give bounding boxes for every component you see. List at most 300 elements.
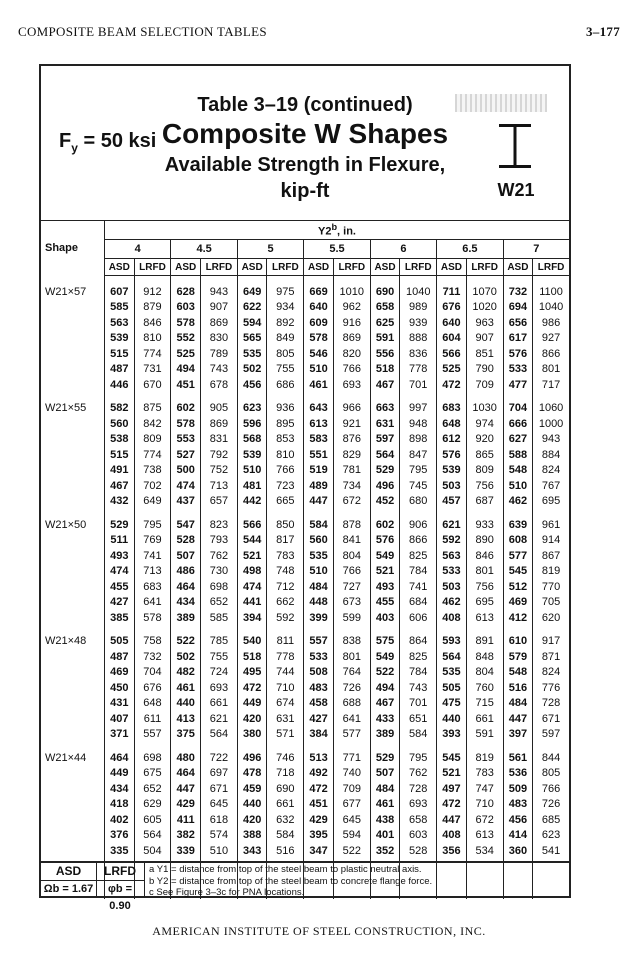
- lrfd-cell: 824: [533, 463, 569, 479]
- asd-cell: 498: [237, 564, 267, 580]
- lrfd-cell: 747: [466, 781, 503, 797]
- asd-cell: 602: [370, 517, 400, 533]
- asd-cell: 604: [437, 331, 467, 347]
- fy-letter: F: [59, 130, 72, 152]
- asd-cell: 563: [105, 315, 135, 331]
- table-row: [41, 416, 569, 432]
- lrfd-cell: 948: [400, 416, 437, 432]
- table-row: [41, 533, 569, 549]
- asd-cell: 489: [304, 478, 334, 494]
- asd-cell: 548: [503, 463, 533, 479]
- lrfd-cell: 795: [400, 463, 437, 479]
- lrfd-cell: 921: [333, 416, 370, 432]
- lrfd-cell: 888: [400, 331, 437, 347]
- lrfd-cell: 674: [267, 696, 304, 712]
- lrfd-cell: 710: [466, 797, 503, 813]
- asd-cell: 462: [437, 595, 467, 611]
- shape-cell: [41, 812, 105, 828]
- shape-cell: [41, 548, 105, 564]
- lrfd-cell: 819: [466, 750, 503, 766]
- asd-cell: 535: [437, 665, 467, 681]
- shape-cell: [41, 494, 105, 510]
- lrfd-cell: 805: [533, 766, 569, 782]
- asd-cell: 440: [237, 797, 267, 813]
- asd-cell: 529: [370, 463, 400, 479]
- asd-cell: 447: [171, 781, 201, 797]
- shape-cell: [41, 781, 105, 797]
- asd-cell: 487: [105, 362, 135, 378]
- asd-cell: 407: [105, 711, 135, 727]
- asd-cell: 455: [370, 595, 400, 611]
- lrfd-cell: 671: [533, 711, 569, 727]
- table-row: [41, 766, 569, 782]
- asd-cell: 474: [171, 478, 201, 494]
- lrfd-cell: 907: [466, 331, 503, 347]
- asd-cell: 591: [370, 331, 400, 347]
- lrfd-cell: 686: [267, 377, 304, 393]
- asd-cell: 564: [370, 447, 400, 463]
- lrfd-cell: 819: [533, 564, 569, 580]
- lrfd-subheader: LRFD: [533, 259, 569, 276]
- asd-cell: 584: [304, 517, 334, 533]
- lrfd-cell: 665: [267, 494, 304, 510]
- asd-cell: 371: [105, 727, 135, 743]
- lrfd-cell: 672: [466, 812, 503, 828]
- asd-cell: 343: [237, 843, 267, 859]
- asd-cell: 529: [370, 750, 400, 766]
- table-row: [41, 634, 569, 650]
- lrfd-cell: 809: [466, 463, 503, 479]
- lrfd-cell: 698: [200, 579, 237, 595]
- asd-cell: 551: [304, 447, 334, 463]
- lrfd-cell: 756: [466, 478, 503, 494]
- i-beam-icon: [499, 124, 531, 168]
- lrfd-cell: 830: [200, 331, 237, 347]
- lrfd-cell: 781: [333, 463, 370, 479]
- asd-cell: 477: [503, 377, 533, 393]
- asd-cell: 577: [503, 548, 533, 564]
- table-row: [41, 331, 569, 347]
- lrfd-cell: 1040: [533, 300, 569, 316]
- asd-cell: 588: [503, 447, 533, 463]
- lrfd-cell: 962: [333, 300, 370, 316]
- asd-cell: 525: [171, 346, 201, 362]
- asd-cell: 339: [171, 843, 201, 859]
- lrfd-cell: 869: [200, 416, 237, 432]
- asd-cell: 566: [237, 517, 267, 533]
- asd-cell: 560: [304, 533, 334, 549]
- lrfd-cell: 504: [134, 843, 171, 859]
- lrfd-cell: 578: [134, 610, 171, 626]
- table-row: [41, 649, 569, 665]
- asd-cell: 431: [105, 696, 135, 712]
- asd-cell: 491: [105, 463, 135, 479]
- asd-cell: 484: [370, 781, 400, 797]
- lrfd-cell: 676: [134, 680, 171, 696]
- lrfd-cell: 846: [466, 548, 503, 564]
- asd-cell: 552: [171, 331, 201, 347]
- lrfd-cell: 785: [200, 634, 237, 650]
- shape-cell: W21×48: [41, 634, 105, 650]
- lrfd-cell: 795: [134, 517, 171, 533]
- asd-cell: 434: [171, 595, 201, 611]
- lrfd-cell: 522: [333, 843, 370, 859]
- lrfd-cell: 756: [466, 579, 503, 595]
- lrfd-cell: 713: [134, 564, 171, 580]
- lrfd-cell: 592: [267, 610, 304, 626]
- shape-cell: [41, 377, 105, 393]
- asd-cell: 521: [237, 548, 267, 564]
- asd-cell: 447: [503, 711, 533, 727]
- lrfd-cell: 804: [333, 548, 370, 564]
- lrfd-cell: 726: [533, 797, 569, 813]
- asd-cell: 493: [370, 579, 400, 595]
- group-spacer: [41, 626, 569, 634]
- asd-cell: 510: [237, 463, 267, 479]
- lrfd-cell: 820: [333, 346, 370, 362]
- asd-cell: 429: [171, 797, 201, 813]
- asd-cell: 643: [304, 401, 334, 417]
- lrfd-cell: 597: [533, 727, 569, 743]
- asd-cell: 447: [304, 494, 334, 510]
- group-spacer: [41, 393, 569, 401]
- table-row: [41, 750, 569, 766]
- lrfd-cell: 943: [200, 284, 237, 300]
- asd-cell: 549: [370, 649, 400, 665]
- asd-cell: 376: [105, 828, 135, 844]
- asd-cell: 502: [237, 362, 267, 378]
- asd-cell: 690: [370, 284, 400, 300]
- asd-cell: 456: [503, 812, 533, 828]
- asd-cell: 510: [503, 478, 533, 494]
- asd-cell: 578: [171, 315, 201, 331]
- lrfd-cell: 974: [466, 416, 503, 432]
- asd-cell: 356: [437, 843, 467, 859]
- lrfd-cell: 770: [533, 579, 569, 595]
- asd-cell: 496: [237, 750, 267, 766]
- asd-cell: 480: [171, 750, 201, 766]
- asd-cell: 564: [437, 649, 467, 665]
- asd-cell: 565: [237, 331, 267, 347]
- lrfd-cell: 618: [200, 812, 237, 828]
- asd-subheader: ASD: [105, 259, 135, 276]
- asd-cell: 484: [304, 579, 334, 595]
- table-row: [41, 447, 569, 463]
- group-spacer: [41, 742, 569, 750]
- table-row: [41, 610, 569, 626]
- asd-cell: 704: [503, 401, 533, 417]
- lrfd-cell: 641: [333, 711, 370, 727]
- lrfd-cell: 866: [400, 533, 437, 549]
- asd-cell: 575: [370, 634, 400, 650]
- lrfd-cell: 869: [333, 331, 370, 347]
- lrfd-cell: 961: [533, 517, 569, 533]
- asd-cell: 427: [105, 595, 135, 611]
- lrfd-cell: 1040: [400, 284, 437, 300]
- lrfd-cell: 905: [200, 401, 237, 417]
- lrfd-cell: 606: [400, 610, 437, 626]
- lrfd-cell: 766: [333, 362, 370, 378]
- asd-cell: 408: [437, 828, 467, 844]
- lrfd-cell: 934: [267, 300, 304, 316]
- section-label: W21: [497, 180, 535, 200]
- lrfd-cell: 1060: [533, 401, 569, 417]
- asd-cell: 380: [237, 727, 267, 743]
- lrfd-cell: 632: [267, 812, 304, 828]
- lrfd-cell: 916: [333, 315, 370, 331]
- shape-cell: [41, 346, 105, 362]
- asd-cell: 539: [237, 447, 267, 463]
- footnote-b: b Y2 = distance from top of the steel beam to concrete flange force.: [149, 875, 433, 887]
- table-row: [41, 595, 569, 611]
- asd-cell: 399: [304, 610, 334, 626]
- asd-cell: 496: [370, 478, 400, 494]
- asd-cell: 484: [503, 696, 533, 712]
- asd-cell: 513: [304, 750, 334, 766]
- running-head: [10, 24, 628, 40]
- lrfd-cell: 801: [466, 564, 503, 580]
- lrfd-cell: 695: [466, 595, 503, 611]
- shape-cell: [41, 680, 105, 696]
- y2-value-header: 5.5: [304, 240, 370, 259]
- shape-cell: [41, 595, 105, 611]
- lrfd-cell: 594: [333, 828, 370, 844]
- lrfd-cell: 730: [200, 564, 237, 580]
- asd-cell: 592: [437, 533, 467, 549]
- y2-value-header: 4: [105, 240, 171, 259]
- lrfd-cell: 1070: [466, 284, 503, 300]
- lrfd-cell: 649: [134, 494, 171, 510]
- lrfd-cell: 657: [200, 494, 237, 510]
- asd-cell: 540: [237, 634, 267, 650]
- asd-cell: 609: [304, 315, 334, 331]
- table-row: [41, 346, 569, 362]
- asd-cell: 515: [105, 346, 135, 362]
- lrfd-cell: 713: [200, 478, 237, 494]
- lrfd-cell: 718: [267, 766, 304, 782]
- lrfd-cell: 939: [400, 315, 437, 331]
- lrfd-cell: 734: [333, 478, 370, 494]
- asd-cell: 385: [105, 610, 135, 626]
- lrfd-cell: 891: [466, 634, 503, 650]
- shape-cell: [41, 727, 105, 743]
- asd-cell: 494: [370, 680, 400, 696]
- asd-cell: 539: [105, 331, 135, 347]
- table-row: [41, 300, 569, 316]
- lrfd-cell: 875: [134, 401, 171, 417]
- asd-cell: 623: [237, 401, 267, 417]
- asd-cell: 547: [171, 517, 201, 533]
- asd-cell: 663: [370, 401, 400, 417]
- shape-cell: [41, 447, 105, 463]
- asd-cell: 549: [370, 548, 400, 564]
- table-row: [41, 478, 569, 494]
- lrfd-cell: 591: [466, 727, 503, 743]
- asd-cell: 472: [304, 781, 334, 797]
- lrfd-cell: 741: [400, 579, 437, 595]
- table-units: kip-ft: [280, 180, 330, 202]
- asd-cell: 578: [171, 416, 201, 432]
- asd-cell: 576: [437, 447, 467, 463]
- shape-cell: [41, 696, 105, 712]
- lrfd-cell: 848: [466, 649, 503, 665]
- lrfd-cell: 603: [400, 828, 437, 844]
- asd-cell: 507: [171, 548, 201, 564]
- lrfd-subheader: LRFD: [267, 259, 304, 276]
- table-row: [41, 781, 569, 797]
- lrfd-cell: 865: [466, 447, 503, 463]
- table-row: [41, 696, 569, 712]
- page-number: 3–177: [586, 24, 620, 39]
- asd-cell: 494: [171, 362, 201, 378]
- lrfd-cell: 975: [267, 284, 304, 300]
- table-row: [41, 362, 569, 378]
- lrfd-subheader: LRFD: [400, 259, 437, 276]
- asd-cell: 628: [171, 284, 201, 300]
- lrfd-subheader: LRFD: [134, 259, 171, 276]
- asd-cell: 411: [171, 812, 201, 828]
- shape-cell: [41, 843, 105, 859]
- lrfd-cell: 722: [200, 750, 237, 766]
- lrfd-cell: 936: [267, 401, 304, 417]
- lrfd-cell: 705: [533, 595, 569, 611]
- asd-cell: 459: [237, 781, 267, 797]
- table-row: [41, 843, 569, 859]
- lrfd-cell: 571: [267, 727, 304, 743]
- asd-cell: 408: [437, 610, 467, 626]
- lrfd-cell: 847: [400, 447, 437, 463]
- asd-cell: 536: [503, 766, 533, 782]
- lrfd-cell: 764: [333, 665, 370, 681]
- lrfd-cell: 811: [267, 634, 304, 650]
- lrfd-cell: 831: [200, 432, 237, 448]
- shape-cell: [41, 649, 105, 665]
- lrfd-cell: 801: [333, 649, 370, 665]
- asd-cell: 347: [304, 843, 334, 859]
- asd-cell: 502: [171, 649, 201, 665]
- lrfd-cell: 774: [134, 447, 171, 463]
- asd-cell: 482: [171, 665, 201, 681]
- lrfd-cell: 662: [267, 595, 304, 611]
- asd-cell: 535: [237, 346, 267, 362]
- lrfd-cell: 684: [400, 595, 437, 611]
- fy-subscript: y: [71, 141, 78, 155]
- asd-cell: 544: [237, 533, 267, 549]
- asd-subheader: ASD: [437, 259, 467, 276]
- asd-cell: 438: [370, 812, 400, 828]
- lrfd-cell: 704: [134, 665, 171, 681]
- lrfd-cell: 746: [267, 750, 304, 766]
- lrfd-cell: 878: [333, 517, 370, 533]
- asd-cell: 464: [171, 579, 201, 595]
- asd-cell: 469: [105, 665, 135, 681]
- lrfd-cell: 709: [333, 781, 370, 797]
- lrfd-subheader: LRFD: [200, 259, 237, 276]
- asd-cell: 676: [437, 300, 467, 316]
- asd-cell: 455: [105, 579, 135, 595]
- table-row: [41, 284, 569, 300]
- lrfd-cell: 687: [466, 494, 503, 510]
- lrfd-cell: 850: [267, 517, 304, 533]
- lrfd-cell: 838: [333, 634, 370, 650]
- table-number: Table 3–19 (continued): [197, 94, 413, 116]
- lrfd-cell: 933: [466, 517, 503, 533]
- lrfd-cell: 755: [267, 362, 304, 378]
- asd-cell: 576: [370, 533, 400, 549]
- lrfd-cell: 864: [400, 634, 437, 650]
- asd-cell: 389: [171, 610, 201, 626]
- shape-cell: [41, 579, 105, 595]
- lrfd-cell: 738: [134, 463, 171, 479]
- asd-cell: 429: [304, 812, 334, 828]
- lrfd-cell: 778: [400, 362, 437, 378]
- lrfd-cell: 907: [200, 300, 237, 316]
- asd-subheader: ASD: [171, 259, 201, 276]
- lrfd-cell: 752: [200, 463, 237, 479]
- lrfd-cell: 817: [267, 533, 304, 549]
- asd-cell: 447: [437, 812, 467, 828]
- asd-cell: 503: [437, 478, 467, 494]
- asd-cell: 613: [304, 416, 334, 432]
- lrfd-cell: 605: [134, 812, 171, 828]
- table-row: [41, 828, 569, 844]
- asd-cell: 516: [503, 680, 533, 696]
- lrfd-cell: 599: [333, 610, 370, 626]
- lrfd-cell: 623: [533, 828, 569, 844]
- asd-cell: 412: [503, 610, 533, 626]
- asd-cell: 515: [105, 447, 135, 463]
- lrfd-cell: 715: [466, 696, 503, 712]
- asd-cell: 666: [503, 416, 533, 432]
- asd-cell: 533: [304, 649, 334, 665]
- lrfd-cell: 740: [333, 766, 370, 782]
- lrfd-cell: 784: [400, 665, 437, 681]
- lrfd-cell: 673: [333, 595, 370, 611]
- table-subtitle: Available Strength in Flexure,: [164, 154, 446, 176]
- asd-cell: 508: [304, 665, 334, 681]
- lrfd-cell: 871: [533, 649, 569, 665]
- lrfd-cell: 1100: [533, 284, 569, 300]
- lrfd-cell: 906: [400, 517, 437, 533]
- asd-cell: 397: [503, 727, 533, 743]
- lrfd-cell: 825: [400, 649, 437, 665]
- lrfd-cell: 748: [267, 564, 304, 580]
- lrfd-cell: 652: [200, 595, 237, 611]
- asd-cell: 521: [370, 564, 400, 580]
- asd-cell: 563: [437, 548, 467, 564]
- asd-cell: 395: [304, 828, 334, 844]
- lrfd-cell: 701: [400, 696, 437, 712]
- lrfd-cell: 741: [134, 548, 171, 564]
- asd-cell: 375: [171, 727, 201, 743]
- asd-cell: 669: [304, 284, 334, 300]
- footnote-c: c See Figure 3–3c for PNA locations.: [149, 887, 305, 898]
- lrfd-cell: 693: [333, 377, 370, 393]
- asd-cell: 500: [171, 463, 201, 479]
- asd-cell: 518: [370, 362, 400, 378]
- omega-factor: Ωb = 1.67: [41, 881, 97, 898]
- lrfd-cell: 534: [466, 843, 503, 859]
- lrfd-cell: 702: [134, 478, 171, 494]
- asd-cell: 640: [304, 300, 334, 316]
- lrfd-cell: 584: [267, 828, 304, 844]
- asd-cell: 434: [105, 781, 135, 797]
- table-header: [41, 66, 569, 220]
- lrfd-cell: 766: [267, 463, 304, 479]
- lrfd-cell: 658: [400, 812, 437, 828]
- lrfd-cell: 829: [333, 447, 370, 463]
- table-row: [41, 727, 569, 743]
